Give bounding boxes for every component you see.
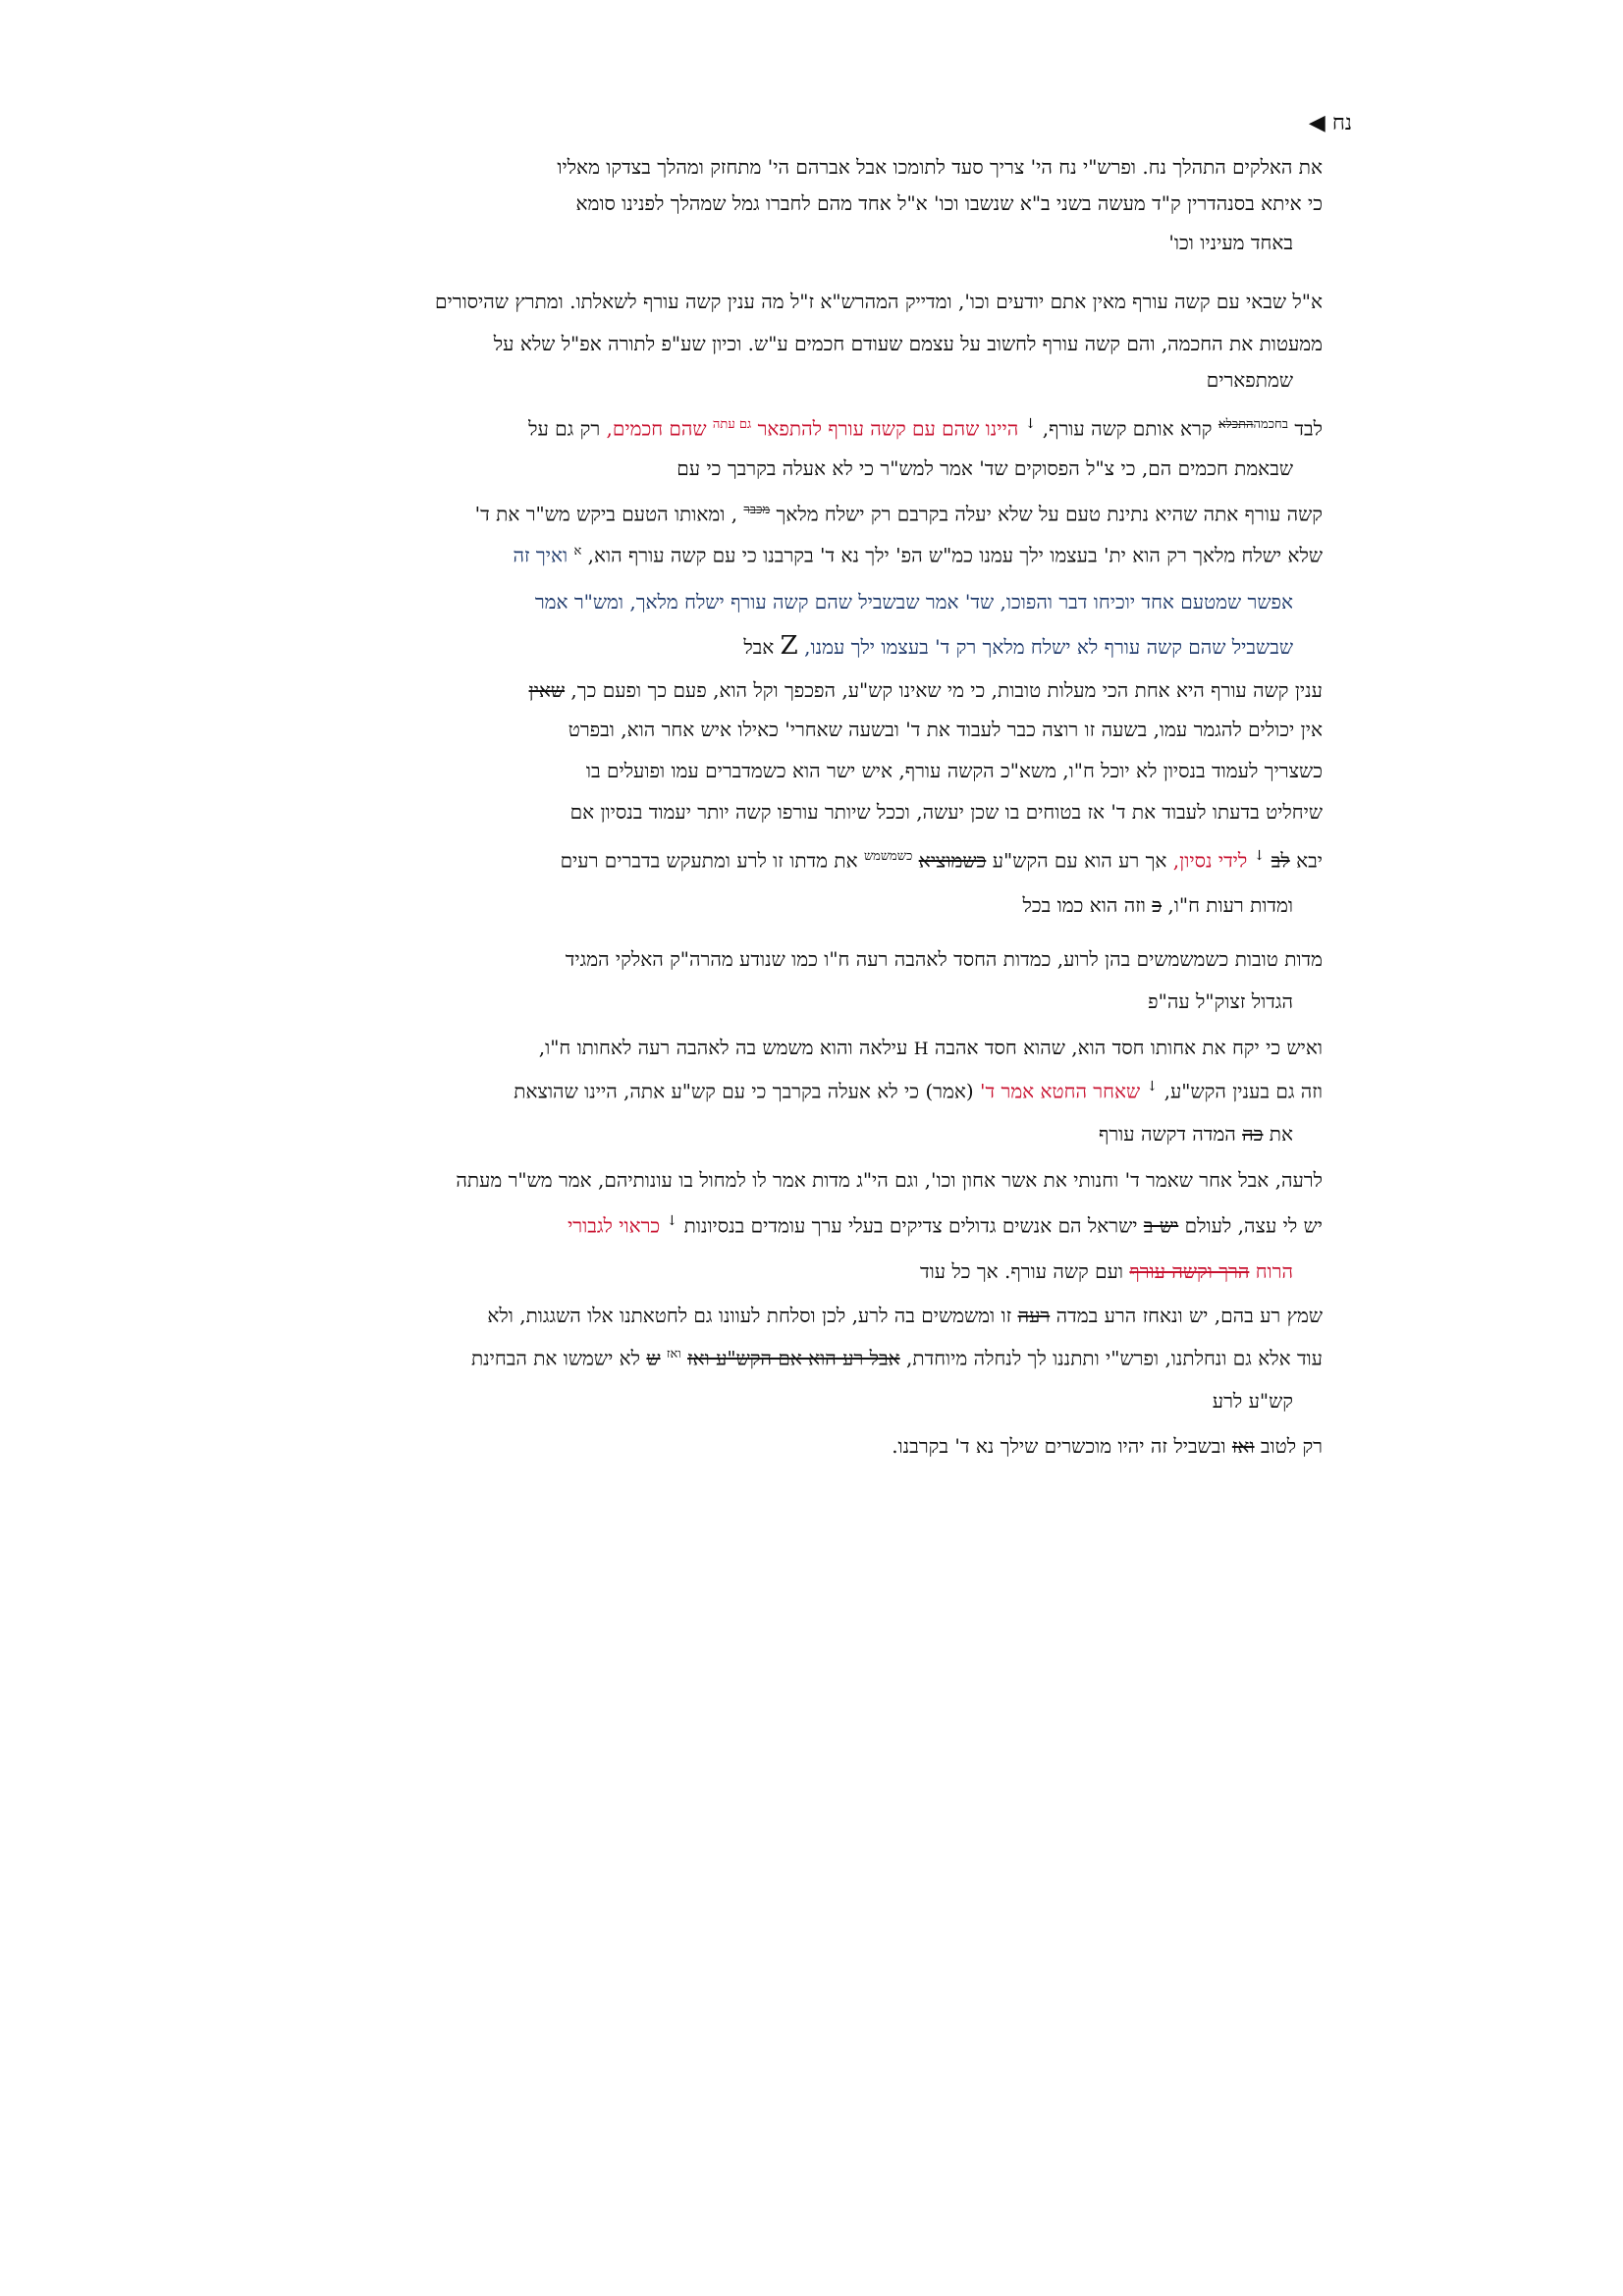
- line23-a: את: [1269, 1122, 1293, 1146]
- line7-red-d: היינו שהם עם קשה עורף להתפאר: [757, 416, 1019, 441]
- line7-insert: בחכמה: [1253, 417, 1289, 432]
- line17-red: לידי נסיון,: [1172, 848, 1248, 873]
- line28-e: לא ישמשו את הבחינת: [470, 1346, 641, 1370]
- line28-deleted: אבל רע הוא אם הקש"ע ואז: [687, 1346, 900, 1370]
- insert-arrow-icon: ↓: [1146, 1079, 1159, 1095]
- line17-a: יבא: [1296, 848, 1323, 873]
- text-line-24: לרעה, אבל אחר שאמר ד' וחנותי את אשר אחון וכו', וגם הי"ג מדות אמר לו למחול בו עונותיהם, אמר מש"ר מעתה: [456, 1168, 1323, 1192]
- text-line-1: את האלקים התהלך נח. ופרש"י נח הי' צריך סעד לתומכו אבל אברהם הי' מתחזק ומהלך בצדקו מאליו: [557, 155, 1323, 179]
- line21-mark: H: [913, 1040, 929, 1059]
- line27-deleted: רעה: [1017, 1304, 1051, 1327]
- text-line-15: כשצריך לעמוד בנסיון לא יוכל ח"ו, משא"כ הקשה עורף, איש ישר הוא כשמדברים עמו ופועלים בו: [585, 759, 1323, 782]
- text-line-22: [514, 1080, 1323, 1101]
- text-line-3: באחד מעיניו וכו': [1168, 231, 1293, 254]
- text-line-10: [513, 545, 1323, 565]
- line26-c: ועם קשה עורף. אך כל עוד: [919, 1259, 1124, 1283]
- line17-d: אך רע הוא עם הקש"ע: [992, 848, 1167, 873]
- line17-deleted-2: כשמוציא: [918, 848, 987, 873]
- line17-g: את מדתו זו לרע ומתעקש בדברים רעים: [560, 848, 858, 873]
- line9-a: קשה עורף אתה שהיא נתינת טעם על שלא יעלה בקרבם רק ישלח מלאך: [776, 502, 1323, 526]
- line22-c: (אמר) כי לא אעלה בקרבך כי עם קש"ע אתה, היינו שהוצאת: [514, 1079, 974, 1103]
- line28-deleted-2: ש: [646, 1346, 661, 1370]
- line17-deleted-1: לב: [1271, 848, 1290, 873]
- text-line-21: [539, 1038, 1323, 1058]
- line30-a: רק לטוב: [1260, 1434, 1323, 1458]
- text-line-16: שיחליט בדעתו לעבוד את ד' אז בטוחים בו שכן יעשה, וככל שיותר עורפו קשה יותר יעמוד בנסיון אם: [569, 800, 1323, 824]
- line7-red-f: שהם חכמים,: [606, 416, 707, 441]
- line7-a: לבד: [1294, 416, 1323, 441]
- line12-c: אבל: [743, 635, 775, 659]
- line21-a: ואיש כי יקח את אחותו חסד הוא, שהוא חסד אהבה: [934, 1036, 1323, 1059]
- text-line-17: [561, 849, 1323, 871]
- line18-deleted: כ: [1152, 893, 1163, 917]
- text-line-30: [892, 1436, 1323, 1456]
- text-line-7: [528, 417, 1323, 439]
- line25-deleted: יש ב: [1143, 1213, 1179, 1238]
- text-line-2: כי איתא בסנהדרין ק"ד מעשה בשני ב"א שנשבו וכו' א"ל אחד מהם לחברו גמל שמהלך לפנינו סומא: [575, 191, 1323, 215]
- line7-c: קרא אותם קשה עורף,: [1042, 416, 1213, 441]
- text-line-26: [920, 1261, 1293, 1281]
- line28-a: עוד אלא גם ונחלתנו, ופרש"י ותתננו לך לנחלה מיוחדת,: [906, 1346, 1323, 1370]
- line17-insert: כשמשמש: [863, 849, 913, 864]
- triangle-marker-icon: ◀: [1308, 111, 1325, 135]
- text-line-19: מדות טובות כשמשמשים בהן לרוע, כמדות החסד לאהבה רעה ח"ו כמו שנודע מהרה"ק האלקי המגיד: [565, 947, 1323, 971]
- line12-mark: Z: [780, 631, 798, 661]
- line21-c: עילאה והוא משמש בה לאהבה רעה לאחותו ח"ו,: [538, 1036, 908, 1059]
- line10-a: שלא ישלח מלאך רק הוא ית' בעצמו ילך עמנו כמ"ש הפ' ילך נא ד' בקרבנו כי עם קשה עורף הוא,: [587, 543, 1323, 567]
- line25-red: כראוי לגבורי: [568, 1213, 661, 1238]
- line13-deleted: שאין: [528, 678, 566, 702]
- line7-deleted: התכלא: [1217, 417, 1254, 432]
- line7-red-insert: גם עתה: [712, 417, 752, 432]
- text-line-23: [1099, 1124, 1293, 1144]
- text-line-11: אפשר שמטעם אחד יוכיחו דבר והפוכו, שד' אמר שבשביל שהם קשה עורף ישלח מלאך, ומש"ר אמר: [534, 590, 1293, 614]
- line22-a: וזה גם בענין הקש"ע,: [1163, 1079, 1323, 1103]
- line26-red-deleted: הרך וקשה עורף: [1129, 1259, 1250, 1283]
- insert-arrow-icon: ↓: [1253, 848, 1266, 864]
- text-line-29: קש"ע לרע: [1212, 1389, 1293, 1413]
- page-header: [1303, 110, 1352, 135]
- line12-blue: שבשביל שהם קשה עורף לא ישלח מלאך רק ד' בעצמו ילך עמנו,: [804, 635, 1293, 659]
- text-line-27: [487, 1306, 1323, 1325]
- line27-c: זו ומשמשים בה לרע, לכן וסלחת לעוונו גם לחטאתנו אלו השגגות, ולא: [487, 1304, 1012, 1327]
- text-line-20: הגדול זצוק"ל עה"פ: [1148, 989, 1293, 1013]
- text-line-13: [529, 680, 1323, 700]
- line26-red: הרוח: [1255, 1259, 1293, 1283]
- line27-a: שמץ רע בהם, יש ונאחז הרע במדה: [1055, 1304, 1323, 1327]
- text-line-14: אין יכולים להגמר עמו, בשעה זו רוצה כבר לעבוד את ד' ובשעה שאחרי' כאילו איש אחר הוא, ובפרט: [568, 718, 1323, 741]
- line18-c: וזה הוא כמו בכל: [1022, 893, 1146, 917]
- text-line-18: [1022, 895, 1293, 915]
- line23-c: המדה דקשה עורף: [1098, 1122, 1236, 1146]
- text-line-4: א"ל שבאי עם קשה עורף מאין אתם יודעים וכו', ומדייק המהרש"א ז"ל מה ענין קשה עורף לשאלתו. ומתרץ שהיסורים: [435, 290, 1323, 313]
- text-line-6: שמתפארים: [1206, 368, 1293, 392]
- line10-blue: ואיך זה: [513, 543, 568, 567]
- line23-deleted: כה: [1242, 1122, 1264, 1146]
- line30-deleted: ואז: [1231, 1434, 1255, 1458]
- line30-c: ובשביל זה יהיו מוכשרים שילך נא ד' בקרבנו.: [892, 1434, 1226, 1458]
- text-line-12: [743, 633, 1293, 659]
- line7-g: רק גם על: [528, 416, 601, 441]
- text-line-8: שבאמת חכמים הם, כי צ"ל הפסוקים שד' אמר למש"ר כי לא אעלה בקרבך כי עם: [676, 456, 1293, 480]
- line22-red: שאחר החטא אמר ד': [980, 1079, 1141, 1103]
- line9-c: , ומאותו הטעם ביקש מש"ר את ד': [474, 502, 738, 526]
- line18-a: ומדות רעות ח"ו,: [1167, 893, 1293, 917]
- line28-insert: ואז: [666, 1347, 681, 1362]
- text-line-25: [568, 1214, 1323, 1236]
- text-line-9: [475, 504, 1323, 524]
- insert-arrow-icon: ↓: [666, 1213, 678, 1229]
- page-title: נח: [1331, 111, 1352, 135]
- text-line-28: [471, 1348, 1323, 1368]
- line13-a: ענין קשה עורף היא אחת הכי מעלות טובות, כי מי שאינו קש"ע, הפכפך וקל הוא, פעם כך ופעם כך,: [570, 678, 1323, 702]
- line25-c: ישראל הם אנשים גדולים צדיקים בעלי ערך עומדים בנסיונות: [683, 1213, 1138, 1238]
- line10-mark: א: [573, 544, 582, 559]
- insert-arrow-icon: ↓: [1024, 416, 1037, 432]
- line25-a: יש לי עצה, לעולם: [1184, 1213, 1323, 1238]
- text-line-5: ממעטות את החכמה, והם קשה עורף לחשוב על עצמם שעודם חכמים ע"ש. וכיון שע"פ לתורה אפ"ל שלא על: [493, 332, 1323, 355]
- line9-deleted: מכבר: [743, 503, 771, 517]
